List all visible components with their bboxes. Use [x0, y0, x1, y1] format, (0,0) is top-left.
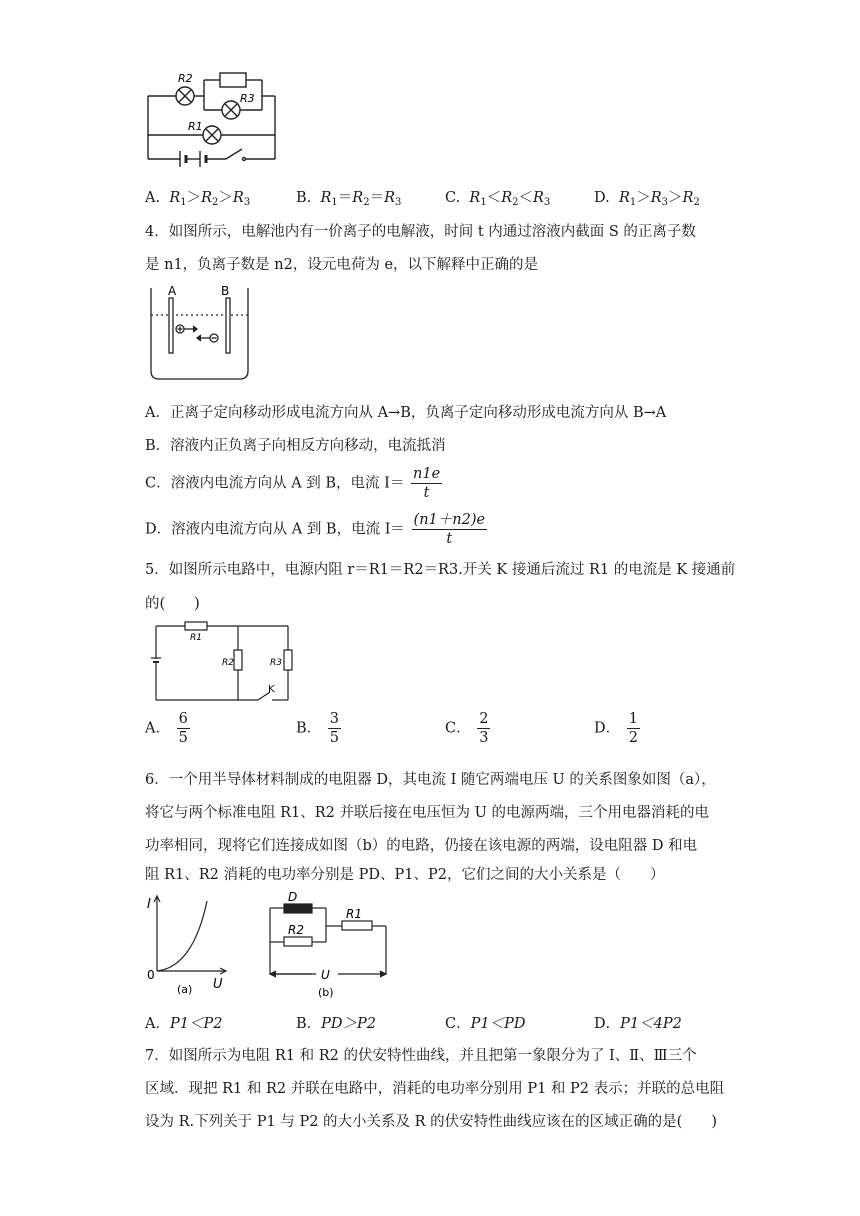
q5-stem-line2: 的( )	[145, 596, 200, 612]
q6-graph-a-caption: (a)	[177, 983, 193, 996]
q3-option-a: A. $R_1>R_2>R_3$	[145, 190, 251, 208]
q3-fig-r3-label: R3	[240, 92, 255, 105]
q6-fig-b-d-label: D	[288, 890, 298, 904]
q5-option-b: B． $\frac{3}{5}$	[296, 711, 339, 746]
q6-fig-b-r2-label: R2	[288, 923, 304, 937]
q7-stem-line1: 7．如图所示为电阻 R1 和 R2 的伏安特性曲线，并且把第一象限分为了 Ⅰ、Ⅱ、Ⅲ三个	[145, 1048, 697, 1064]
q4-electrolysis-figure	[148, 283, 253, 383]
q5-fig-r1-label: R1	[190, 633, 202, 643]
q6-stem-line1: 6．一个用半导体材料制成的电阻器 D，其电流 I 随它两端电压 U 的关系图象如图（a），	[145, 772, 716, 788]
q3-fig-r1-label: R1	[188, 120, 203, 133]
q3-option-c: C. $R_1<R_2<R_3$	[445, 190, 551, 208]
q4-option-a: A．正离子定向移动形成电流方向从 A→B，负离子定向移动形成电流方向从 B→A	[145, 405, 667, 421]
q6-graph-a-y-label: I	[147, 897, 151, 912]
q6-stem-line3: 功率相同，现将它们连接成如图（b）的电路，仍接在该电源的两端，设电阻器 D 和电	[145, 838, 698, 854]
q5-fig-r2-label: R2	[222, 658, 234, 668]
q6-graph-a-origin: 0	[147, 968, 155, 982]
q6-graph-a-x-label: U	[213, 977, 223, 992]
q4-option-d: D．溶液内电流方向从 A 到 B，电流 I＝ $\frac{(n1+n2)e}{t}$	[145, 512, 486, 547]
q4-option-b: B．溶液内正负离子向相反方向移动，电流抵消	[145, 438, 446, 454]
q6-graph-a	[145, 893, 230, 998]
q5-fig-r3-label: R3	[270, 658, 282, 668]
q4-option-d-fraction: $\frac{(n1+n2)e}{t}$	[413, 512, 486, 547]
q7-stem-line2: 区域．现把 R1 和 R2 并联在电路中，消耗的电功率分别用 P1 和 P2 表示；并联的总电阻	[145, 1081, 725, 1097]
q6-option-b: B．PD＞P2	[296, 1016, 377, 1032]
q6-option-c: C．P1＜PD	[445, 1016, 526, 1032]
q6-stem-line4: 阻 R1、R2 消耗的电功率分别是 PD、P1、P2，它们之间的大小关系是（ ）	[145, 867, 665, 883]
q3-option-b: B. $R_1=R_2=R_3$	[296, 190, 402, 208]
q6-stem-line2: 将它与两个标准电阻 R1、R2 并联后接在电压恒为 U 的电源两端，三个用电器消耗的电	[145, 805, 709, 821]
q5-option-a: A． $\frac{6}{5}$	[145, 711, 188, 746]
q4-stem-line1: 4．如图所示，电解池内有一价离子的电解液，时间 t 内通过溶液内截面 S 的正离子数	[145, 224, 696, 240]
q6-fig-b-u-label: U	[321, 968, 330, 982]
q3-fig-r2-label: R2	[178, 72, 193, 85]
q4-option-c: C．溶液内电流方向从 A 到 B，电流 I＝ $\frac{n1e}{t}$	[145, 466, 441, 501]
q6-circuit-b	[262, 890, 392, 1000]
q5-stem-line1: 5．如图所示电路中，电源内阻 r＝R1＝R2＝R3.开关 K 接通后流过 R1 的电流是 K 接通前	[145, 562, 736, 578]
q4-stem-line2: 是 n1，负离子数是 n2，设元电荷为 e，以下解释中正确的是	[145, 257, 539, 273]
q4-fig-label-b: B	[221, 284, 230, 298]
q6-option-a: A．P1＜P2	[145, 1016, 223, 1032]
q5-option-d: D． $\frac{1}{2}$	[594, 711, 638, 746]
q6-fig-b-r1-label: R1	[346, 907, 362, 921]
q3-circuit-figure	[140, 62, 290, 167]
q7-stem-line3: 设为 R.下列关于 P1 与 P2 的大小关系及 R 的伏安特性曲线应该在的区域正确的是( )	[145, 1114, 717, 1130]
q4-option-c-fraction: $\frac{n1e}{t}$	[413, 466, 441, 501]
q6-fig-b-caption: (b)	[318, 986, 334, 999]
q5-fig-k-label: K	[268, 684, 275, 695]
q5-option-c: C． $\frac{2}{3}$	[445, 711, 489, 746]
q3-option-d: D. $R_1>R_3>R_2$	[594, 190, 700, 208]
q5-circuit-figure	[150, 620, 295, 705]
q4-fig-label-a: A	[168, 284, 177, 298]
q6-option-d: D．P1＜4P2	[594, 1016, 682, 1032]
